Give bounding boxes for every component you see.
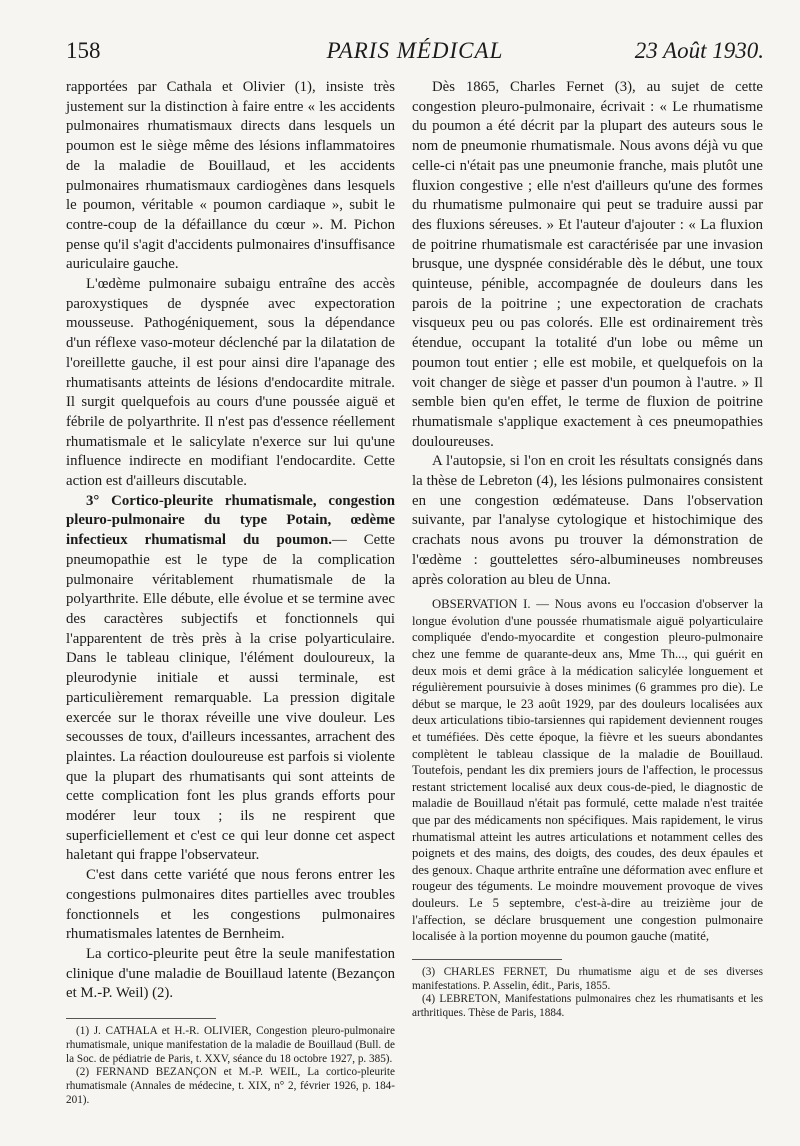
journal-title: PARIS MÉDICAL (326, 38, 504, 63)
left-paragraph-2: L'œdème pulmonaire subaigu entraîne des accès paroxystiques de dyspnée avec expectoration mousseuse. Pathogéniquement, sous la dépendance d'un réflexe vaso-moteur déclenché par la dilatation de l'oreillette gauche, il est pour ainsi dire l'apanage des rhumatisants atteints de lésions d'endocardite mitrale. Il surgit quelquefois au cours d'une poussée aiguë et fébrile de polyarthrite. Il n'est pas d'essence réellement rhumatismale et le salicylate n'exerce sur lui qu'une influence indirecte en modifiant l'endocardite. Cette action est d'ailleurs discutable. (66, 276, 395, 490)
left-column (66, 78, 395, 1108)
footnote-1: (1) J. CATHALA et H.-R. OLIVIER, Congestion pleuro-pulmonaire rhumatismale, unique manifestation de la maladie de Bouillaud (Bull. de la Soc. de pédiatrie de Paris, t. XXV, séance du 18 octobre 1927, p. 385). (66, 1025, 395, 1065)
footnote-3: (3) CHARLES FERNET, Du rhumatisme aigu et de ses diverses manifestations. P. Asselin, édit., Paris, 1855. (412, 965, 763, 992)
observation-title: OBSERVATION I. (432, 597, 531, 612)
section-text: — Cette pneumopathie est le type de la complication pulmonaire véritablement rhumatismale de la polyarthrite. Elle débute, elle évolue et se termine avec des caractères subjectifs et fonctionnels qui l'apparentent de très près à la crise polyarticulaire. Dans le tableau clinique, l'élément douloureux, la pleurodynie initiale et aussi terminale, est particulièrement remarquable. La pression digitale exercée sur le thorax réveille une vive douleur. Les secousses de toux, d'ailleurs incessantes, arrachent des plaintes. La réaction douloureuse est parfois si violente que la plupart des rhumatisants qui sont atteints de cette complication font les plus grands efforts pour modérer leur toux ; ils ne respirent que superficiellement et c'est ce qui leur donne cet aspect haletant qui frappe l'observateur. (66, 532, 395, 864)
left-paragraph-3 (66, 492, 395, 866)
footnote-4: (4) LEBRETON, Manifestations pulmonaires chez les rhumatisants et les arthritiques. Thèse de Paris, 1884. (412, 993, 763, 1020)
issue-date: 23 Août 1930. (634, 38, 764, 63)
footnote-divider-right (412, 959, 562, 960)
section-heading: 3° Cortico-pleurite rhumatismale, congestion pleuro-pulmonaire du type Potain, œdème infectieux rhumatismal du poumon. (66, 492, 395, 549)
right-column (412, 78, 763, 1021)
right-paragraph-2: A l'autopsie, si l'on en croit les résultats consignés dans la thèse de Lebreton (4), les lésions pulmonaires consistent en une congestion œdémateuse. Dans l'observation suivante, par l'analyse cytologique et histochimique des crachats nous avons pu trouver la démonstration de l'œdème : gouttelettes séro-albumineuses nombreuses après coloration au bleu de Unna. (412, 453, 763, 588)
left-paragraph-5: La cortico-pleurite peut être la seule manifestation clinique d'une maladie de Bouillaud latente (Bezançon et M.-P. Weil) (2). (66, 945, 395, 1002)
left-paragraph-1: rapportées par Cathala et Olivier (1), insiste très justement sur la distinction à faire entre « les accidents pulmonaires rhumatismaux directs dans lesquels un poumon est le siège même des lésions inflammatoires de la maladie de Bouillaud, et les accidents pulmonaires rhumatismaux cardiogènes dans lesquels le poumon, véritable « poumon cardiaque », subit le contre-coup de la défaillance du cœur ». M. Pichon pense qu'il s'agit d'accidents pulmonaires d'insuffisance auriculaire gauche. (66, 79, 395, 273)
footnote-2: (2) FERNAND BEZANÇON et M.-P. WEIL, La cortico-pleurite rhumatismale (Annales de médecine, t. XIX, n° 2, février 1926, p. 184-201). (66, 1066, 395, 1107)
footnote-divider (66, 1018, 216, 1019)
observation-text: — Nous avons eu l'occasion d'observer la longue évolution d'une poussée rhumatismale aiguë polyarticulaire compliquée d'endo-myocardite et congestion pleuro-pulmonaire chez une femme de quarante-deux ans, Mme Th..., qui guérit en deux mois et demi grâce à la médication salicylée longuement et régulièrement poursuivie à doses minimes (6 grammes pro die). Le début se marque, le 23 août 1929, par des douleurs localisées aux deux articulations tibio-tarsiennes qui rapidement deviennent rouges et tuméfiées. Dès cette époque, la fièvre et les sueurs abondantes complètent le tableau classique de la maladie de Bouillaud. Toutefois, pendant les dix premiers jours de l'affection, le processus restant strictement localisé aux deux cous-de-pied, le diagnostic de maladie de Bouillaud n'était pas formulé, cette malade n'est traitée que par des médicaments non spécifiques. Mais rapidement, le virus rhumatismal atteint les autres articulations et notamment celles des poignets et des mains, des doigts, des coudes, des deux épaules et des genoux. Chaque arthrite entraîne une déformation avec enflure et rougeur des téguments. Le moindre mouvement provoque de vives douleurs. Le 5 septembre, c'est-à-dire au treizième jour de l'affection, se déclare brusquement une congestion pulmonaire localisée à la portion moyenne du poumon gauche (matité, (412, 597, 764, 944)
page-number: 158 (66, 38, 101, 63)
page-header (66, 38, 764, 68)
right-paragraph-1: Dès 1865, Charles Fernet (3), au sujet de cette congestion pleuro-pulmonaire, écrivait : « Le rhumatisme du poumon a été décrit par la plupart des auteurs sous le nom de pneumonie rhumatismale. Nous avons déjà vu que celle-ci n'était pas une pneumonie franche, mais plutôt une fluxion congestive ; elle n'est d'ailleurs qu'une des formes du rhumatisme pulmonaire qui peut se traduire aussi par des fluxions séreuses. » Et l'auteur d'ajouter : « La fluxion de poitrine rhumatismale est caractérisée par une invasion brusque, une dyspnée considérable dès le début, une toux quinteuse, pénible, accompagnée de douleurs dans les parois de la poitrine ; une expectoration de crachats visqueux peu ou pas colorés. Elle est ordinairement très étendue, occupant la totalité d'un lobe ou même un poumon tout entier ; elle est mobile, et quelquefois on la voit changer de siège et passer d'un poumon à l'autre. » Il semble bien qu'en effet, le terme de fluxion de poitrine rhumatismale s'applique exactement à ces pneumopathies douloureuses. (412, 79, 763, 450)
left-paragraph-4: C'est dans cette variété que nous ferons entrer les congestions pulmonaires dites partielles avec troubles fonctionnels et les congestions pulmonaires rhumatismales latentes de Bernheim. (66, 867, 395, 943)
observation (412, 596, 763, 944)
